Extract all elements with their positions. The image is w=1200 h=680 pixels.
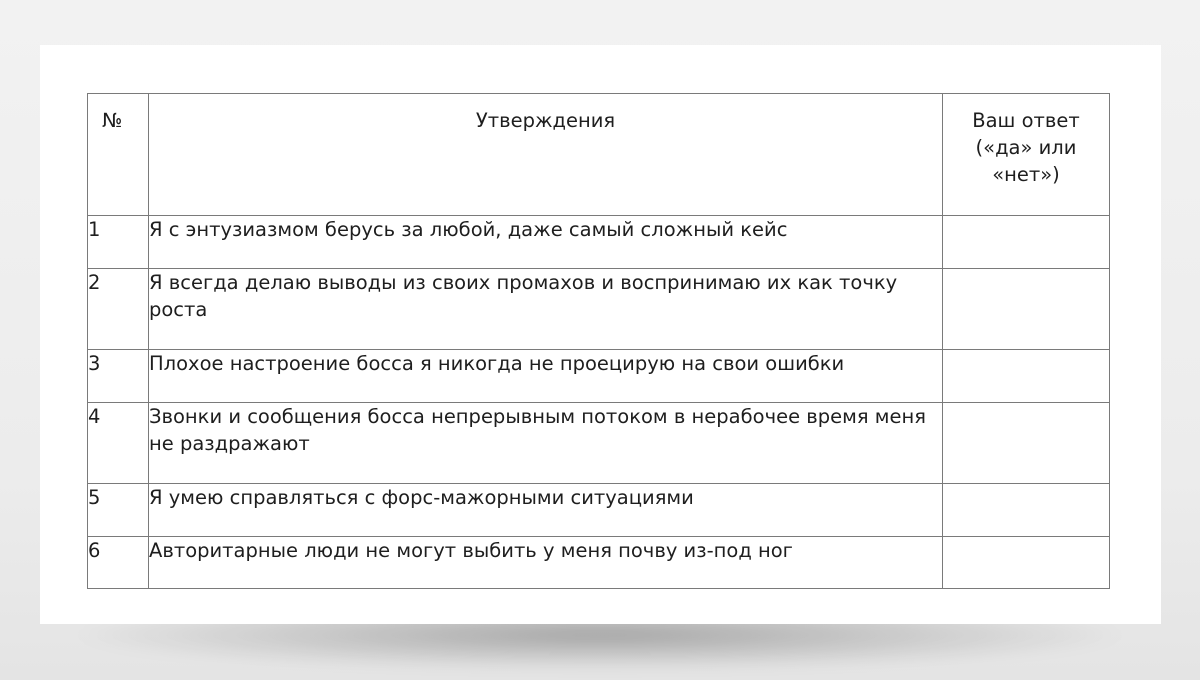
answer-cell[interactable] <box>943 484 1110 537</box>
table-row <box>88 216 1110 269</box>
answer-cell[interactable] <box>943 269 1110 350</box>
answer-cell[interactable] <box>943 216 1110 269</box>
row-number: 6 <box>88 537 149 589</box>
survey-table <box>87 93 1110 589</box>
header-statements: Утверждения <box>149 94 943 216</box>
answer-cell[interactable] <box>943 350 1110 403</box>
header-answer <box>943 94 1110 216</box>
statement-text: Я умею справляться с форс-мажорными ситуациями <box>149 484 943 537</box>
row-number: 2 <box>88 269 149 350</box>
document-card <box>40 45 1161 624</box>
row-number: 5 <box>88 484 149 537</box>
table-row <box>88 403 1110 484</box>
row-number: 1 <box>88 216 149 269</box>
statement-text: Плохое настроение босса я никогда не проецирую на свои ошибки <box>149 350 943 403</box>
header-number: № <box>88 94 149 216</box>
header-answer-line-1: Ваш ответ <box>972 109 1080 132</box>
header-answer-line-3: «нет») <box>992 163 1060 186</box>
table-row <box>88 537 1110 589</box>
statement-text: Я всегда делаю выводы из своих промахов и воспринимаю их как точку роста <box>149 269 943 350</box>
header-row <box>88 94 1110 216</box>
statement-text: Авторитарные люди не могут выбить у меня почву из-под ног <box>149 537 943 589</box>
statement-text: Звонки и сообщения босса непрерывным потоком в нерабочее время меня не раздражают <box>149 403 943 484</box>
row-number: 4 <box>88 403 149 484</box>
row-number: 3 <box>88 350 149 403</box>
header-answer-line-2: («да» или <box>975 136 1077 159</box>
answer-cell[interactable] <box>943 537 1110 589</box>
answer-cell[interactable] <box>943 403 1110 484</box>
table-row <box>88 350 1110 403</box>
table-row <box>88 269 1110 350</box>
table-row <box>88 484 1110 537</box>
statement-text: Я с энтузиазмом берусь за любой, даже самый сложный кейс <box>149 216 943 269</box>
